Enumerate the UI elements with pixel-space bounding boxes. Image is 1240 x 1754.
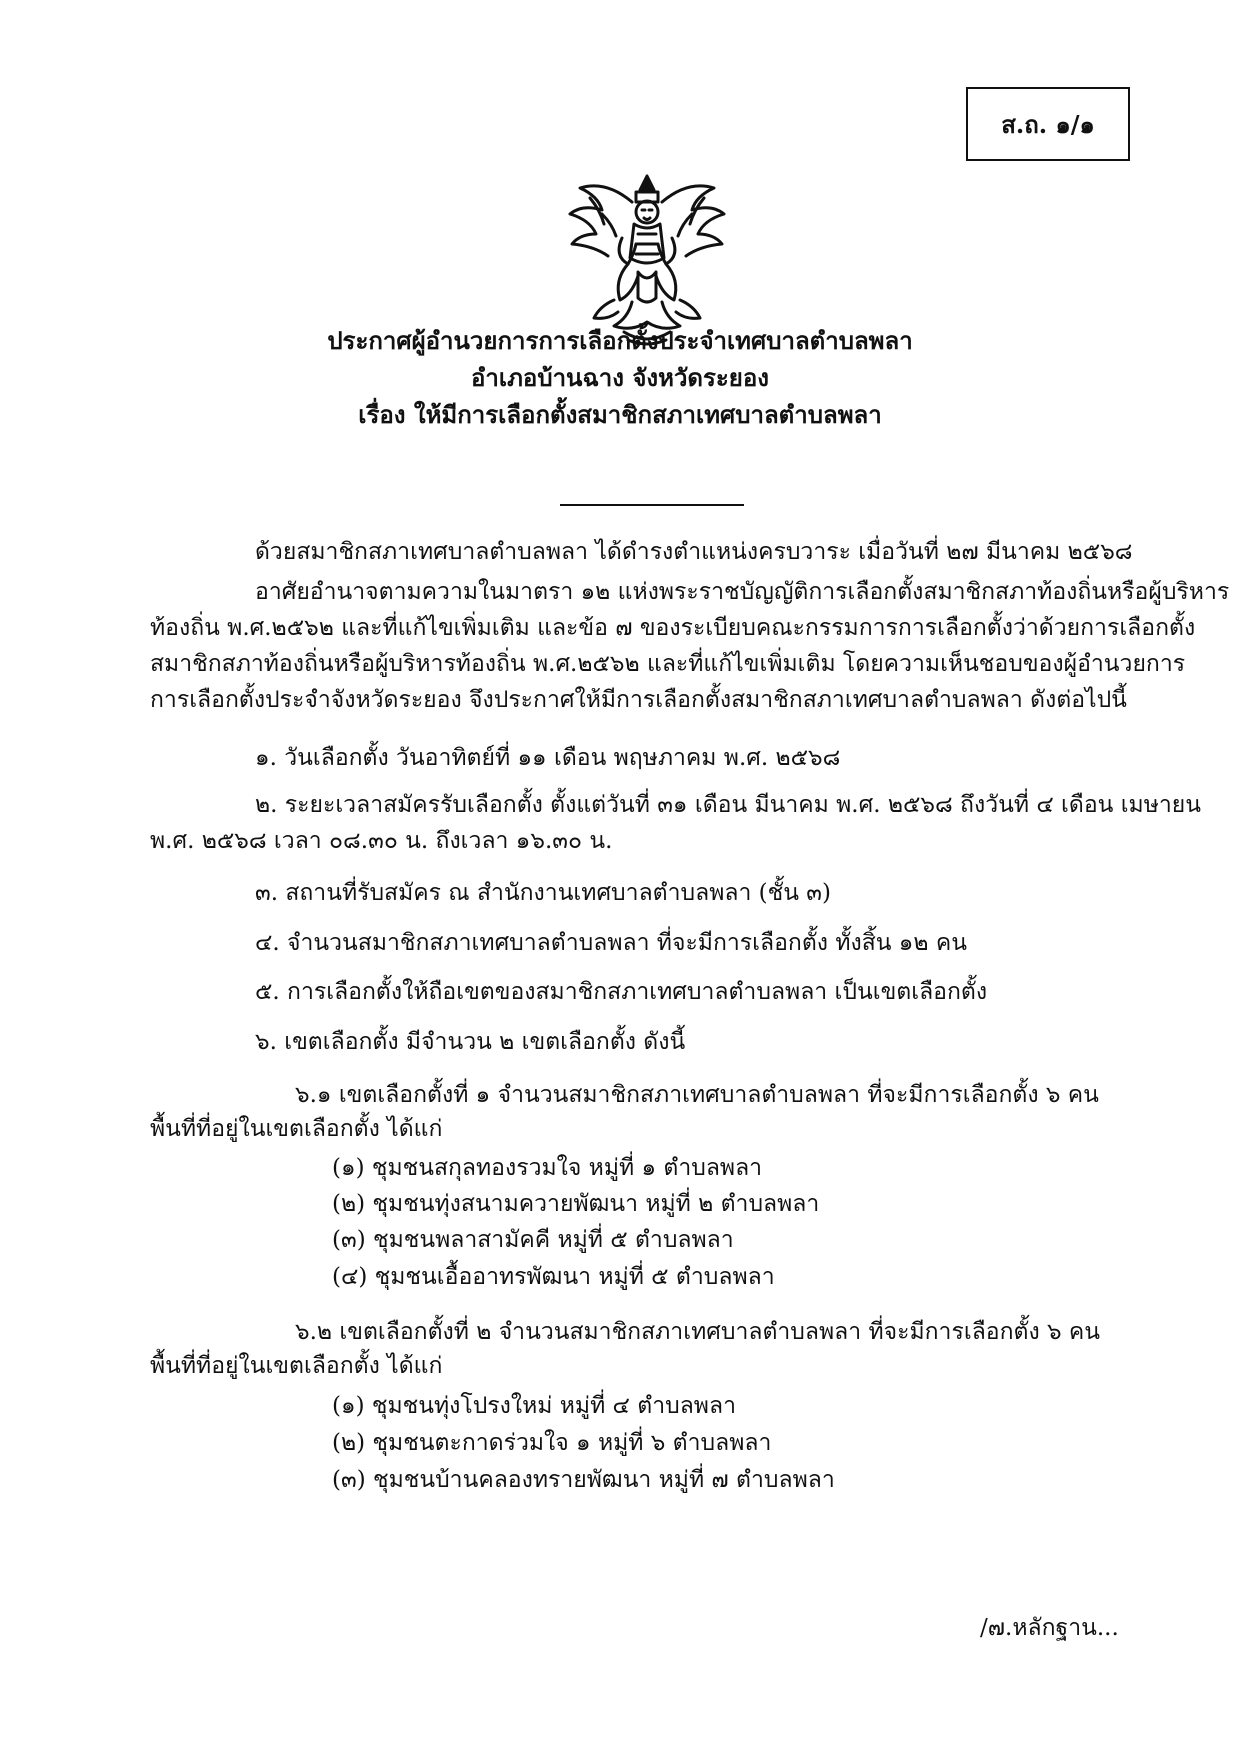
- authority-line-3: สมาชิกสภาท้องถิ่นหรือผู้บริหารท้องถิ่น พ.ศ.๒๕๖๒ และที่แก้ไขเพิ่มเติม โดยความเห็นชอบของผู้อำนวยการ: [150, 651, 1186, 677]
- title-divider: [560, 504, 744, 506]
- announcement-district: อำเภอบ้านฉาง จังหวัดระยอง: [471, 363, 769, 392]
- item-5-election-area: ๕. การเลือกตั้งให้ถือเขตของสมาชิกสภาเทศบาลตำบลพลา เป็นเขตเลือกตั้ง: [255, 979, 988, 1005]
- item-3-application-venue: ๓. สถานที่รับสมัคร ณ สำนักงานเทศบาลตำบลพลา (ชั้น ๓): [255, 880, 831, 906]
- item-2-line-2: พ.ศ. ๒๕๖๘ เวลา ๐๘.๓๐ น. ถึงเวลา ๑๖.๓๐ น.: [150, 828, 613, 854]
- authority-line-1: อาศัยอำนาจตามความในมาตรา ๑๒ แห่งพระราชบัญญัติการเลือกตั้งสมาชิกสภาท้องถิ่นหรือผู้บริหาร: [255, 579, 1230, 605]
- zone-1-community: (๓) ชุมชนพลาสามัคคี หมู่ที่ ๕ ตำบลพลา: [332, 1227, 734, 1253]
- document-code: ส.ถ. ๑/๑: [1001, 109, 1095, 139]
- zone-2-community: (๓) ชุมชนบ้านคลองทรายพัฒนา หมู่ที่ ๗ ตำบลพลา: [332, 1467, 835, 1493]
- authority-paragraph: [150, 574, 1230, 718]
- authority-line-4: การเลือกตั้งประจำจังหวัดระยอง จึงประกาศให้มีการเลือกตั้งสมาชิกสภาเทศบาลตำบลพลา ดังต่อไปนี้: [150, 687, 1127, 713]
- announcement-title: ประกาศผู้อำนวยการการเลือกตั้งประจำเทศบาลตำบลพลา: [327, 326, 913, 355]
- item-4-member-count: ๔. จำนวนสมาชิกสภาเทศบาลตำบลพลา ที่จะมีการเลือกตั้ง ทั้งสิ้น ๑๒ คน: [255, 930, 967, 956]
- zone-1-community: (๔) ชุมชนเอื้ออาทรพัฒนา หมู่ที่ ๕ ตำบลพลา: [332, 1264, 775, 1290]
- zone-1-community: (๑) ชุมชนสกุลทองรวมใจ หมู่ที่ ๑ ตำบลพลา: [332, 1155, 763, 1181]
- zone-1-area-label: พื้นที่ที่อยู่ในเขตเลือกตั้ง ได้แก่: [150, 1116, 443, 1142]
- continuation-marker: /๗.หลักฐาน...: [980, 1615, 1119, 1641]
- zone-1-heading: ๖.๑ เขตเลือกตั้งที่ ๑ จำนวนสมาชิกสภาเทศบาลตำบลพลา ที่จะมีการเลือกตั้ง ๖ คน: [295, 1082, 1099, 1108]
- zone-2-community: (๒) ชุมชนตะกาดร่วมใจ ๑ หมู่ที่ ๖ ตำบลพลา: [332, 1430, 772, 1456]
- zone-2-area-label: พื้นที่ที่อยู่ในเขตเลือกตั้ง ได้แก่: [150, 1353, 443, 1379]
- zone-1-community: (๒) ชุมชนทุ่งสนามควายพัฒนา หมู่ที่ ๒ ตำบลพลา: [332, 1191, 820, 1217]
- item-2-line-1: ๒. ระยะเวลาสมัครรับเลือกตั้ง ตั้งแต่วันที่ ๓๑ เดือน มีนาคม พ.ศ. ๒๕๖๘ ถึงวันที่ ๔ เดือน เมษายน: [255, 792, 1201, 818]
- zone-2-community: (๑) ชุมชนทุ่งโปรงใหม่ หมู่ที่ ๔ ตำบลพลา: [332, 1393, 736, 1419]
- item-6-zone-count: ๖. เขตเลือกตั้ง มีจำนวน ๒ เขตเลือกตั้ง ดังนี้: [255, 1029, 686, 1055]
- item-1-election-date: ๑. วันเลือกตั้ง วันอาทิตย์ที่ ๑๑ เดือน พฤษภาคม พ.ศ. ๒๕๖๘: [255, 745, 841, 771]
- item-2-application-period: [150, 787, 1201, 859]
- zone-2-heading: ๖.๒ เขตเลือกตั้งที่ ๒ จำนวนสมาชิกสภาเทศบาลตำบลพลา ที่จะมีการเลือกตั้ง ๖ คน: [295, 1319, 1101, 1345]
- document-code-box: [966, 87, 1130, 161]
- authority-line-2: ท้องถิ่น พ.ศ.๒๕๖๒ และที่แก้ไขเพิ่มเติม และข้อ ๗ ของระเบียบคณะกรรมการการเลือกตั้งว่าด้วยการเลือกตั้ง: [150, 615, 1196, 641]
- garuda-emblem-icon: [562, 168, 732, 348]
- intro-line: ด้วยสมาชิกสภาเทศบาลตำบลพลา ได้ดำรงตำแหน่งครบวาระ เมื่อวันที่ ๒๗ มีนาคม ๒๕๖๘: [255, 539, 1133, 565]
- announcement-subject: เรื่อง ให้มีการเลือกตั้งสมาชิกสภาเทศบาลตำบลพลา: [358, 400, 882, 429]
